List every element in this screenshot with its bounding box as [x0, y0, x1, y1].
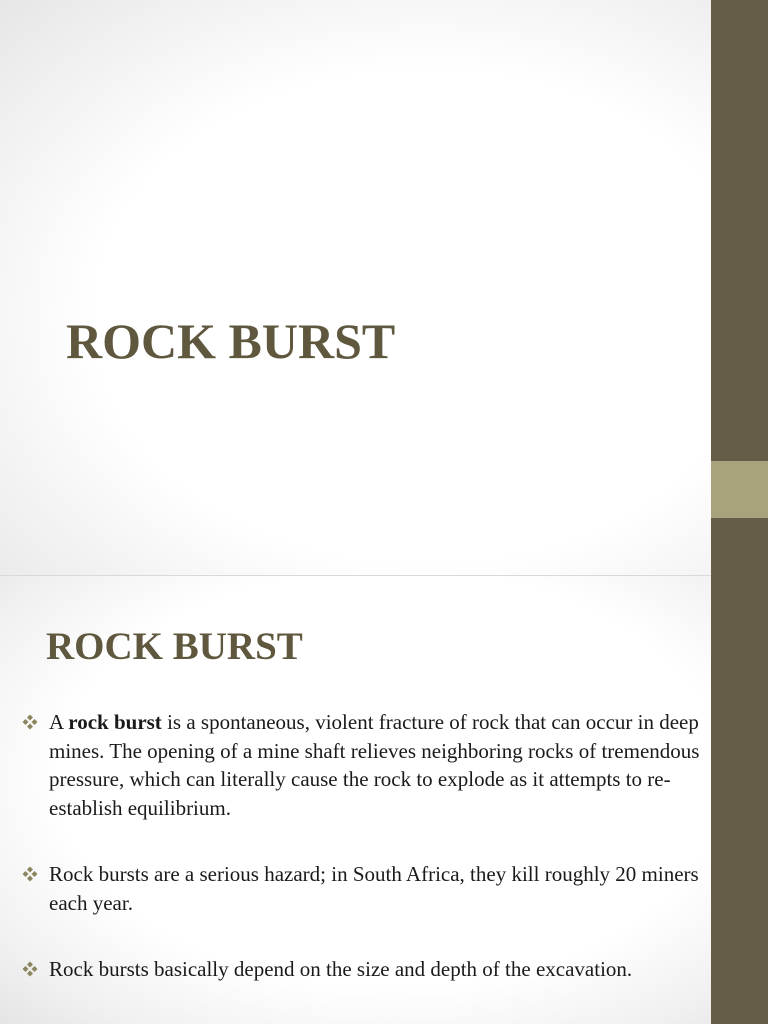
four-diamond-bullet-icon — [22, 866, 38, 882]
slide-2 — [0, 576, 711, 1024]
bullet-text: Rock bursts basically depend on the size and depth of the excavation. — [49, 957, 633, 981]
bullet-prefix: A — [49, 710, 69, 734]
bullet-list — [20, 708, 700, 984]
bullet-item — [20, 955, 700, 984]
slide-1-title: ROCK BURST — [66, 313, 396, 369]
side-bar-accent — [711, 461, 768, 518]
bullet-text: is a spontaneous, violent fracture of rock that can occur in deep mines. The opening of a mine shaft relieves neighboring rocks of tremendous pressure, which can literally cause the rock to explode as it attempts to re-establish equilibrium. — [49, 710, 700, 820]
bullet-bold-term: rock burst — [68, 710, 162, 734]
slide-2-title: ROCK BURST — [46, 625, 303, 668]
bullet-item — [20, 860, 700, 917]
bullet-item — [20, 708, 700, 822]
bullet-text: Rock bursts are a serious hazard; in South Africa, they kill roughly 20 miners each year. — [49, 862, 699, 915]
four-diamond-bullet-icon — [22, 961, 38, 977]
four-diamond-bullet-icon — [22, 714, 38, 730]
